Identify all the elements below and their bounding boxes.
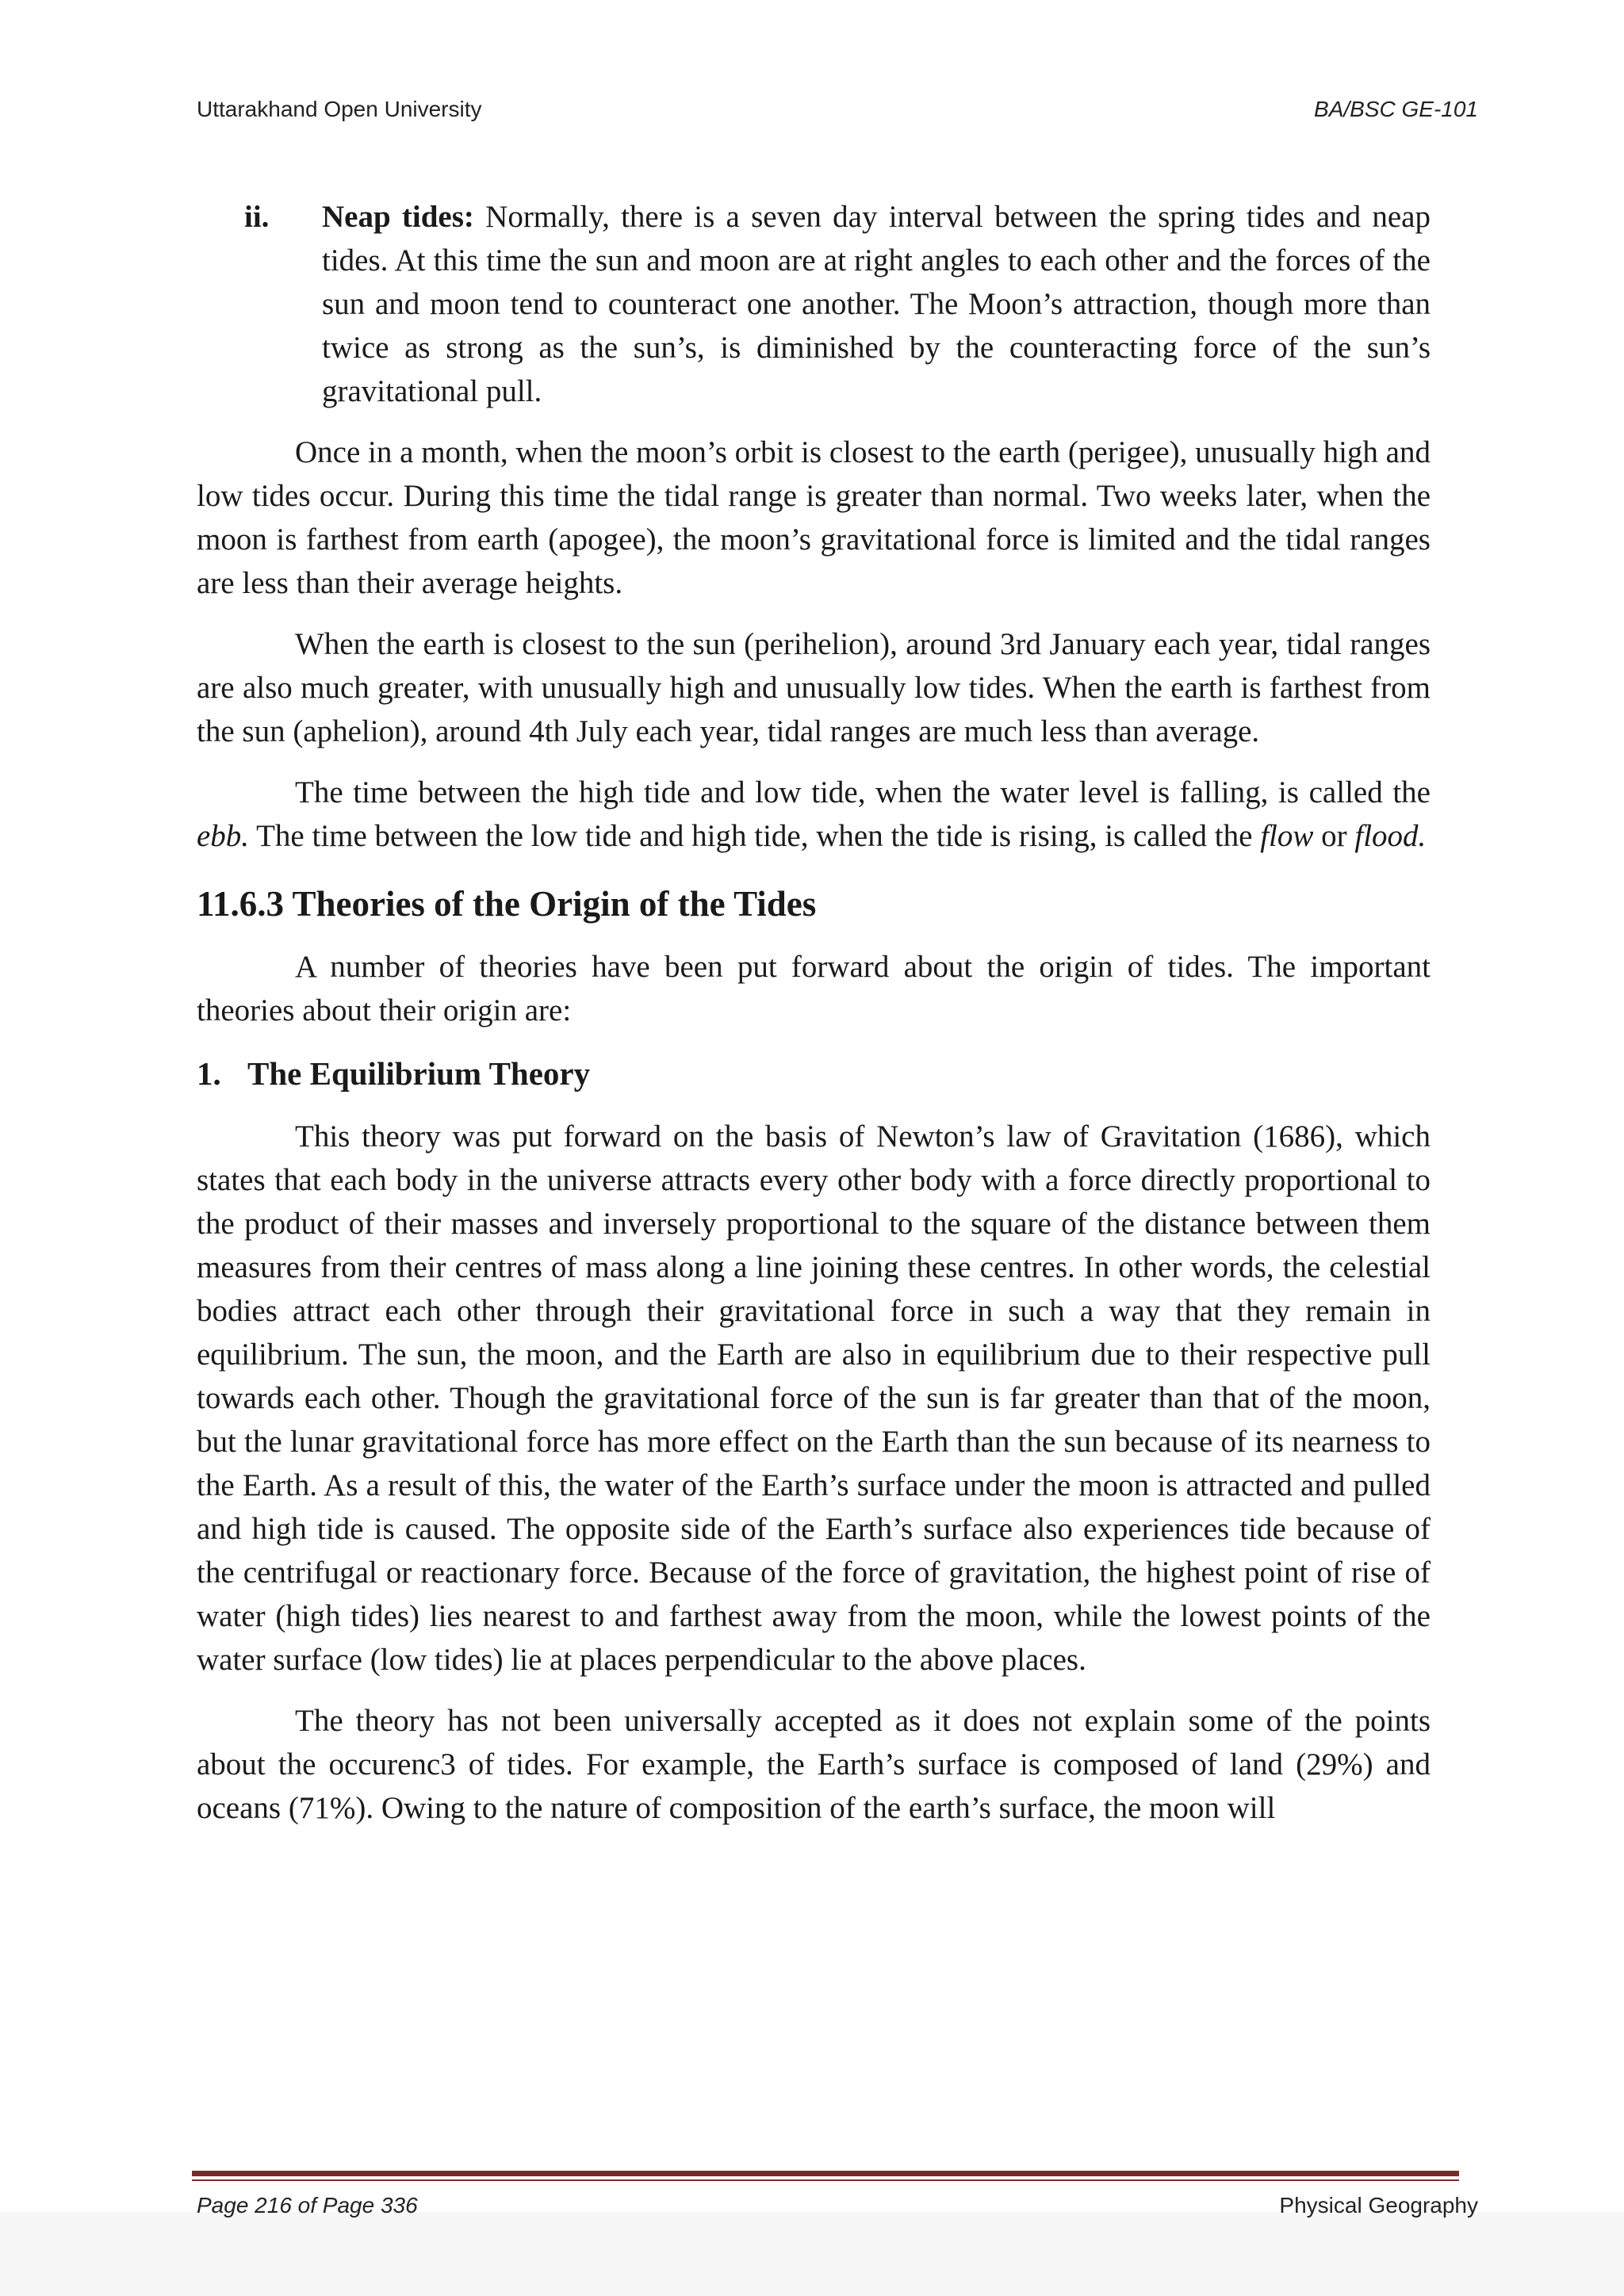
page-content	[197, 195, 1431, 1847]
page-footer	[197, 2193, 1478, 2225]
footer-subject: Physical Geography	[1279, 2193, 1478, 2218]
sub-heading	[197, 1050, 1431, 1097]
sub-heading-title: The Equilibrium Theory	[247, 1055, 591, 1092]
section-heading: 11.6.3 Theories of the Origin of the Tides	[197, 884, 817, 924]
footer-rule-thick	[192, 2171, 1459, 2176]
paragraph-equilibrium: This theory was put forward on the basis of Newton’s law of Gravitation (1686), which states that each body in the universe attracts every other body with a force directly proportional to the product of their masses and inversely proportional to the square of the distance between them measures from their centres of mass along a line joining these centres. In other words, the celestial bodies attract each other through their gravitational force in such a way that they remain in equilibrium. The sun, the moon, and the Earth are also in equilibrium due to their respective pull towards each other. Though the gravitational force of the sun is far greater than that of the moon, but the lunar gravitational force has more effect on the Earth than the sun because of its nearness to the Earth. As a result of this, the water of the Earth’s surface under the moon is attracted and pulled and high tide is caused. The opposite side of the Earth’s surface also experiences tide because of the centrifugal or reactionary force. Because of the force of gravitation, the highest point of rise of water (high tides) lies nearest to and farthest away from the moon, while the lowest points of the water surface (low tides) lie at places perpendicular to the above places.	[197, 1119, 1431, 1677]
neap-tides-item	[197, 195, 1431, 413]
neap-tides-text	[322, 195, 1431, 413]
sub-heading-number: 1.	[197, 1055, 221, 1092]
header-university: Uttarakhand Open University	[197, 97, 482, 121]
paragraph-ebb-flow	[197, 771, 1431, 858]
neap-tides-term: Neap tides:	[322, 200, 474, 234]
paragraph-perigee: Once in a month, when the moon’s orbit is closest to the earth (perigee), unusually high and low tides occur. During this time the tidal range is greater than normal. Two weeks later, when the moon is farthest from earth (apogee), the moon’s gravitational force is limited and the tidal ranges are less than their average heights.	[197, 435, 1431, 600]
list-marker: ii.	[244, 200, 270, 234]
ebb-text-3: or	[1313, 819, 1355, 853]
ebb-text-2: The time between the low tide and high tide, when the tide is rising, is called the	[249, 819, 1261, 853]
flood-term: flood.	[1354, 819, 1427, 853]
header-course-code: BA/BSC GE-101	[1314, 97, 1478, 121]
footer-page-number: Page 216 of Page 336	[197, 2193, 418, 2218]
paragraph-not-accepted: The theory has not been universally accepted as it does not explain some of the points about the occurenc3 of tides. For example, the Earth’s surface is composed of land (29%) and oceans (71%). Owing to the nature of composition of the earth’s surface, the moon will	[197, 1704, 1431, 1825]
ebb-text-1: The time between the high tide and low tide, when the water level is falling, is called the	[295, 775, 1431, 809]
paragraph-perihelion: When the earth is closest to the sun (perihelion), around 3rd January each year, tidal ranges are also much greater, with unusually high and unusually low tides. When the earth is farthest from the sun (aphelion), around 4th July each year, tidal ranges are much less than average.	[197, 627, 1431, 748]
flow-term: flow	[1260, 819, 1314, 853]
page-header	[197, 97, 1478, 128]
footer-rule-thin	[192, 2179, 1459, 2181]
paragraph-theories-intro: A number of theories have been put forward about the origin of tides. The important theories about their origin are:	[197, 950, 1431, 1027]
ebb-term: ebb.	[197, 819, 250, 853]
neap-tides-body: Normally, there is a seven day interval between the spring tides and neap tides. At this time the sun and moon are at right angles to each other and the forces of the sun and moon tend to counteract one another. The Moon’s attraction, though more than twice as strong as the sun’s, is diminished by the counteracting force of the sun’s gravitational pull.	[322, 200, 1431, 408]
